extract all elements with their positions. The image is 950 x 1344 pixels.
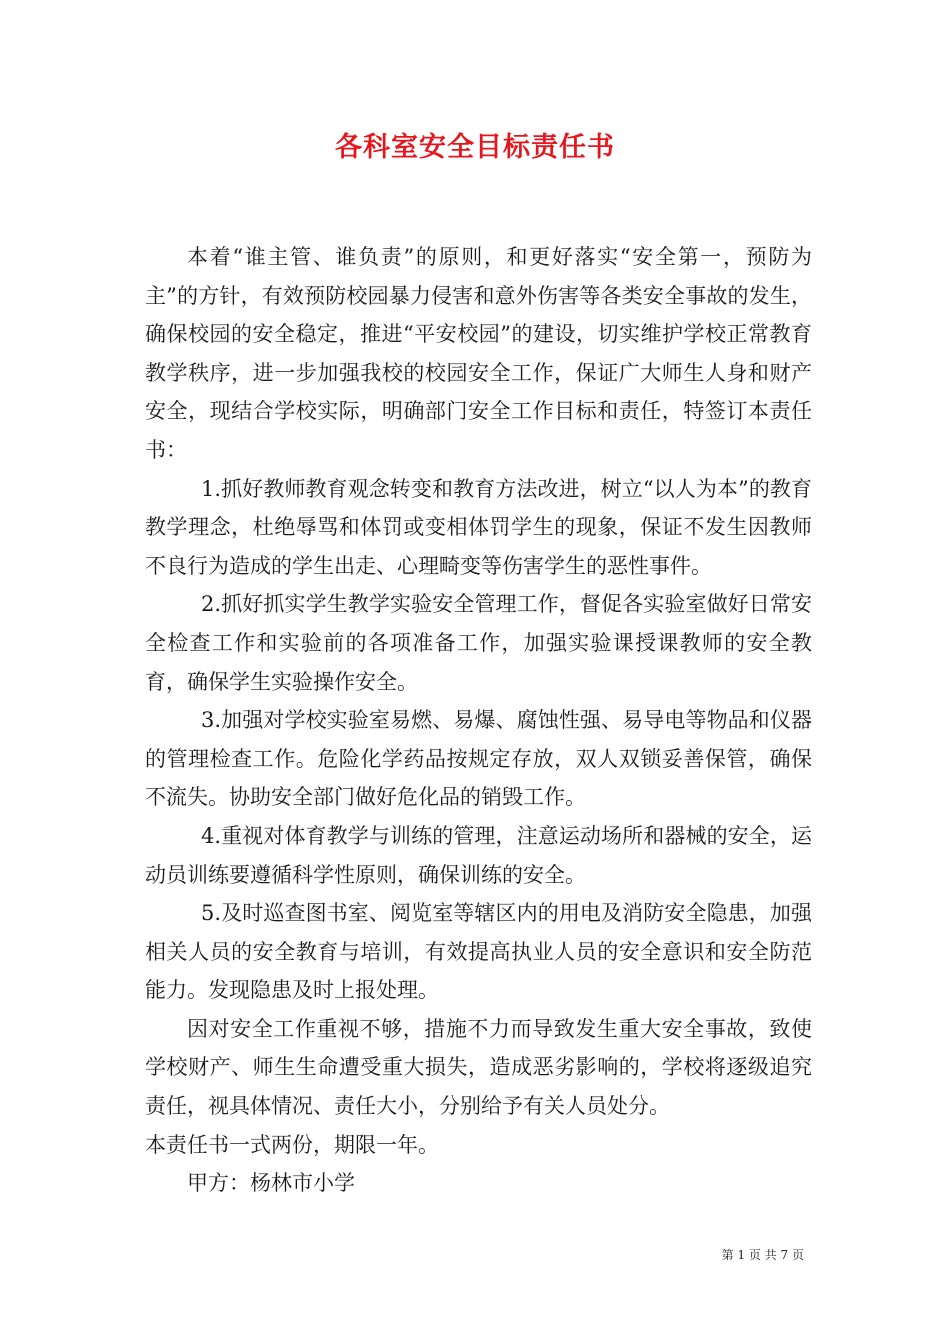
- document-body: [145, 238, 812, 1203]
- clause-4: 4.重视对体育教学与训练的管理，注意运动场所和器械的安全，运动员训练要遵循科学性原则，确保训练的安全。: [145, 823, 812, 887]
- copies-paragraph: 本责任书一式两份，期限一年。: [145, 1132, 439, 1157]
- party-a: 甲方：杨林市小学: [187, 1171, 355, 1196]
- clause-3: 3.加强对学校实验室易燃、易爆、腐蚀性强、易导电等物品和仪器的管理检查工作。危险化学药品按规定存放，双人双锁妥善保管，确保不流失。协助安全部门做好危化品的销毁工作。: [145, 708, 812, 810]
- intro-paragraph: 本着“谁主管、谁负责”的原则，和更好落实“安全第一，预防为主”的方针，有效预防校园暴力侵害和意外伤害等各类安全事故的发生，确保校园的安全稳定，推进“平安校园”的建设，切实维护学校正常教育教学秩序，进一步加强我校的校园安全工作，保证广大师生人身和财产安全，现结合学校实际，明确部门安全工作目标和责任，特签订本责任书：: [145, 245, 812, 462]
- clause-1: 1.抓好教师教育观念转变和教育方法改进，树立“以人为本”的教育教学理念，杜绝辱骂和体罚或变相体罚学生的现象，保证不发生因教师不良行为造成的学生出走、心理畸变等伤害学生的恶性事件。: [145, 476, 812, 578]
- page-number: 第 1 页 共 7 页: [721, 1248, 804, 1262]
- document-title: 各科室安全目标责任书: [335, 132, 615, 163]
- liability-paragraph: 因对安全工作重视不够，措施不力而导致发生重大安全事故，致使学校财产、师生生命遭受重大损失，造成恶劣影响的，学校将逐级追究责任，视具体情况、责任大小，分别给予有关人员处分。: [145, 1016, 812, 1119]
- clause-5: 5.及时巡查图书室、阅览室等辖区内的用电及消防安全隐患，加强相关人员的安全教育与培训，有效提高执业人员的安全意识和安全防范能力。发现隐患及时上报处理。: [145, 901, 812, 1003]
- clause-2: 2.抓好抓实学生教学实验安全管理工作，督促各实验室做好日常安全检查工作和实验前的各项准备工作，加强实验课授课教师的安全教育，确保学生实验操作安全。: [145, 592, 812, 694]
